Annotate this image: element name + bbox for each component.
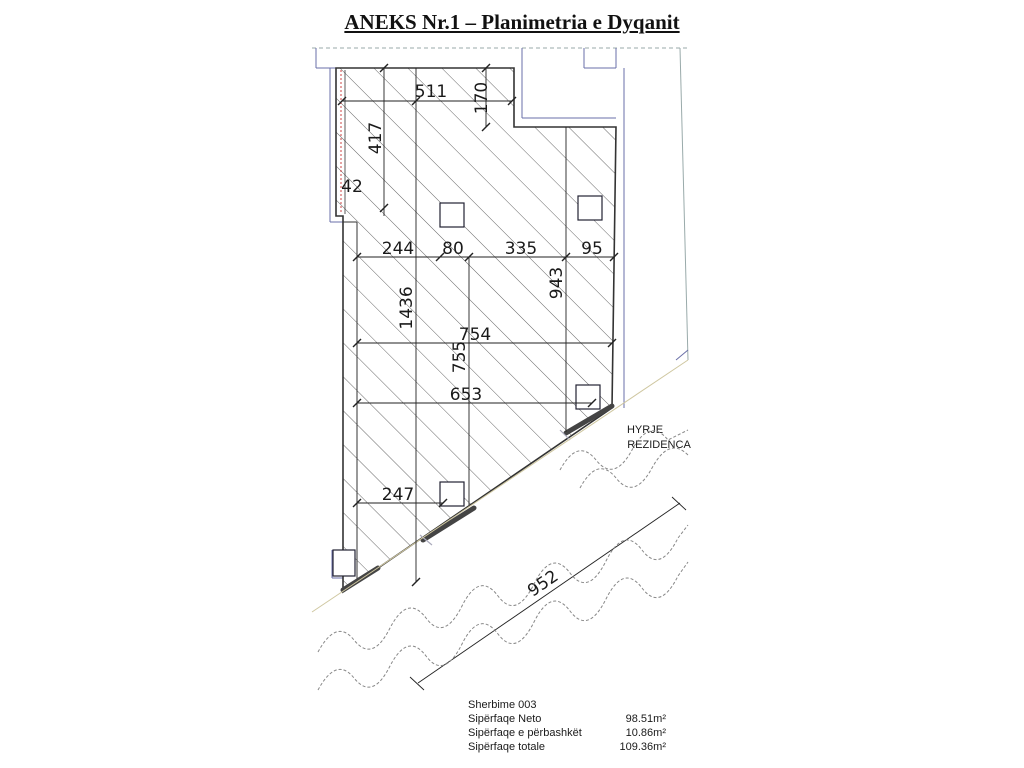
area-row-label: Sipërfaqe e përbashkët <box>468 727 582 739</box>
area-table <box>468 699 666 753</box>
dim-754: 754 <box>458 325 492 345</box>
dim-170: 170 <box>472 81 492 115</box>
area-row-value: 10.86m² <box>625 727 666 739</box>
dim-95: 95 <box>581 239 603 259</box>
column <box>333 550 355 576</box>
area-row-value: 109.36m² <box>619 741 666 753</box>
dim-247: 247 <box>381 485 415 505</box>
dim-417: 417 <box>366 121 386 155</box>
dim-755: 755 <box>450 340 470 374</box>
page-title: ANEKS Nr.1 – Planimetria e Dyqanit <box>344 10 680 34</box>
area-row-value: 98.51m² <box>625 713 666 725</box>
dim-1436: 1436 <box>397 286 417 330</box>
dim-511: 511 <box>414 82 448 102</box>
entrance-label-line2: REZIDENCA <box>627 439 691 451</box>
column <box>440 203 464 227</box>
column <box>578 196 602 220</box>
entrance-label-line1: HYRJE <box>626 424 664 436</box>
dim-653: 653 <box>449 385 483 405</box>
area-row-label: Sipërfaqe Neto <box>468 713 542 725</box>
dim-80: 80 <box>442 239 464 259</box>
dim-943: 943 <box>547 266 567 300</box>
unit-name: Sherbime 003 <box>468 699 537 711</box>
dim-952: 952 <box>524 566 563 602</box>
dim-42: 42 <box>341 177 363 197</box>
dim-335: 335 <box>504 239 538 259</box>
column <box>576 385 600 409</box>
area-row-label: Sipërfaqe totale <box>468 741 546 753</box>
dim-244: 244 <box>381 239 415 259</box>
